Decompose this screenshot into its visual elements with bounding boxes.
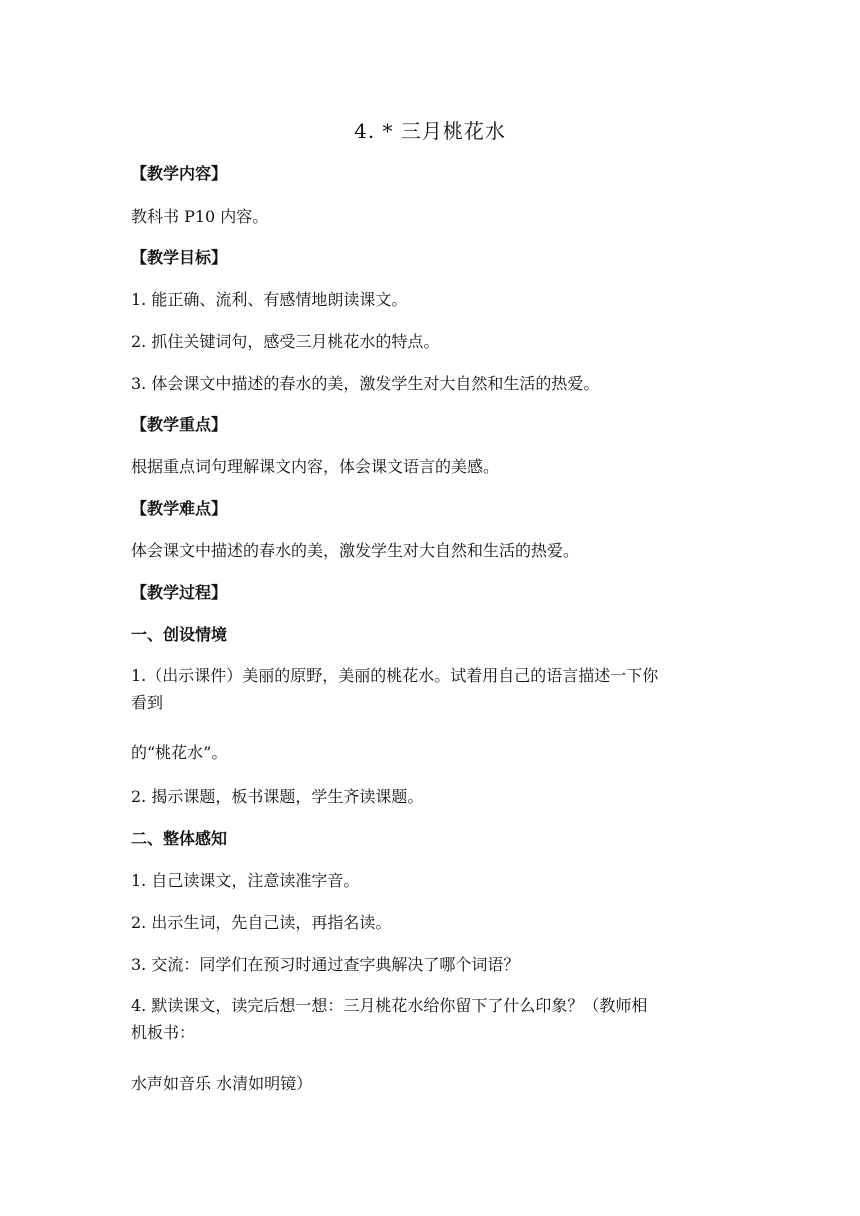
goal-item: 1. 能正确、流利、有感情地朗读课文。	[131, 290, 408, 309]
part2-item: 4. 默读课文，读完后想一想：三月桃花水给你留下了什么印象？（教师相	[131, 996, 648, 1015]
part1-item: 看到	[131, 693, 164, 712]
section-heading-difficulty: 【教学难点】	[131, 499, 228, 518]
part1-item: 的“桃花水”。	[131, 743, 228, 762]
page-title: 4. * 三月桃花水	[354, 119, 506, 143]
section-heading-key: 【教学重点】	[131, 415, 228, 434]
part1-item: 1.（出示课件）美丽的原野，美丽的桃花水。试着用自己的语言描述一下你	[131, 666, 659, 685]
section-heading-goals: 【教学目标】	[131, 248, 228, 267]
goal-item: 2. 抓住关键词句，感受三月桃花水的特点。	[131, 332, 440, 351]
part1-item: 2. 揭示课题，板书课题，学生齐读课题。	[131, 787, 424, 806]
part2-item: 3. 交流：同学们在预习时通过查字典解决了哪个词语？	[131, 955, 520, 974]
part1-heading: 一、创设情境	[131, 625, 228, 644]
part2-item: 2. 出示生词，先自己读，再指名读。	[131, 913, 392, 932]
part2-item: 水声如音乐 水清如明镜）	[131, 1074, 313, 1093]
part2-item: 1. 自己读课文，注意读准字音。	[131, 871, 360, 890]
section-heading-process: 【教学过程】	[131, 583, 228, 602]
part2-item: 机板书：	[131, 1023, 196, 1042]
key-text: 根据重点词句理解课文内容，体会课文语言的美感。	[131, 457, 500, 476]
section-heading-content: 【教学内容】	[131, 164, 228, 183]
part2-heading: 二、整体感知	[131, 829, 228, 848]
content-text: 教科书 P10 内容。	[131, 207, 269, 226]
goal-item: 3. 体会课文中描述的春水的美，激发学生对大自然和生活的热爱。	[131, 374, 600, 393]
difficulty-text: 体会课文中描述的春水的美，激发学生对大自然和生活的热爱。	[131, 541, 580, 560]
